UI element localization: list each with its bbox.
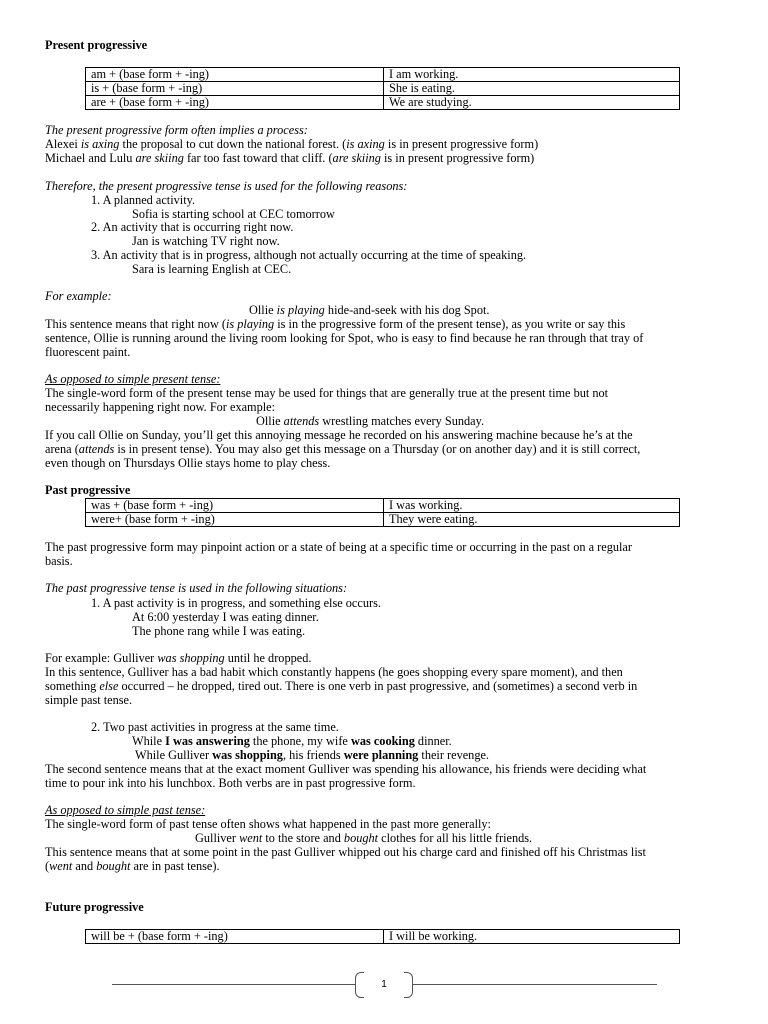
paragraph-line: In this sentence, Gulliver has a bad habit which constantly happens (he goes shopping every spare moment), and then — [45, 665, 623, 679]
page-number: 1 — [381, 979, 387, 990]
table-row: will be + (base form + -ing) I will be working. — [86, 930, 680, 944]
paragraph-line: This sentence means that right now (is playing is in the progressive form of the present tense), as you write or say this — [45, 317, 626, 331]
example-line: Alexei is axing the proposal to cut down the national forest. (is axing is in present progressive form) — [45, 137, 539, 151]
list-example: Jan is watching TV right now. — [132, 234, 280, 248]
list-example: Sofia is starting school at CEC tomorrow — [132, 207, 335, 221]
table-row: was + (base form + -ing) I was working. — [86, 499, 680, 513]
opposed-present-heading: As opposed to simple present tense: — [45, 372, 221, 386]
paragraph-line: necessarily happening right now. For example: — [45, 400, 276, 414]
paragraph-line: fluorescent paint. — [45, 345, 131, 359]
section-heading-past: Past progressive — [45, 483, 131, 497]
present-formula-table — [85, 67, 680, 110]
situations-intro: The past progressive tense is used in the following situations: — [45, 581, 348, 595]
paragraph-line: arena (attends is in present tense). You may also get this message on a Thursday (or on another day) and it is still correct, — [45, 442, 641, 456]
paragraph-line: sentence, Ollie is running around the living room looking for Spot, who is easy to find because he ran through that tray of — [45, 331, 644, 345]
table-row: is + (base form + -ing) She is eating. — [86, 82, 680, 96]
list-example: While Gulliver was shopping, his friends were planning their revenge. — [135, 748, 489, 762]
list-item: 3. An activity that is in progress, although not actually occurring at the time of speaking. — [91, 248, 527, 262]
paragraph-line: time to pour ink into his lunchbox. Both verbs are in past progressive form. — [45, 776, 416, 790]
paragraph-line: The single-word form of the present tense may be used for things that are generally true at the present time but not — [45, 386, 609, 400]
list-item: 2. Two past activities in progress at the same time. — [91, 720, 339, 734]
paragraph-line: This sentence means that at some point in the past Gulliver whipped out his charge card and finished off his Christmas list — [45, 845, 646, 859]
paragraph-line: The past progressive form may pinpoint action or a state of being at a specific time or occurring in the past on a regular — [45, 540, 632, 554]
list-item: 2. An activity that is occurring right now. — [91, 220, 294, 234]
section-heading-present: Present progressive — [45, 38, 148, 52]
example-line: Michael and Lulu are skiing far too fast toward that cliff. (are skiing is in present progressive form) — [45, 151, 535, 165]
list-example: Sara is learning English at CEC. — [132, 262, 292, 276]
paragraph-line: If you call Ollie on Sunday, you’ll get this annoying message he recorded on his answering machine because he’s at the — [45, 428, 633, 442]
paragraph-line: The single-word form of past tense often shows what happened in the past more generally: — [45, 817, 491, 831]
table-row: were+ (base form + -ing) They were eating. — [86, 513, 680, 527]
centered-example: Ollie is playing hide-and-seek with his dog Spot. — [249, 303, 490, 317]
reasons-intro: Therefore, the present progressive tense is used for the following reasons: — [45, 179, 408, 193]
list-item: 1. A past activity is in progress, and something else occurs. — [91, 596, 381, 610]
future-formula-table — [85, 929, 680, 944]
opposed-past-heading: As opposed to simple past tense: — [45, 803, 206, 817]
past-formula-table — [85, 498, 680, 527]
paragraph-line: For example: Gulliver was shopping until he dropped. — [45, 651, 312, 665]
footer-rule-left — [112, 984, 355, 985]
table-row: are + (base form + -ing) We are studying. — [86, 96, 680, 110]
footer-rule-right — [413, 984, 657, 985]
centered-example: Gulliver went to the store and bought clothes for all his little friends. — [195, 831, 533, 845]
list-example: While I was answering the phone, my wife was cooking dinner. — [132, 734, 452, 748]
list-example: The phone rang while I was eating. — [132, 624, 306, 638]
paragraph-line: simple past tense. — [45, 693, 133, 707]
list-item: 1. A planned activity. — [91, 193, 196, 207]
paragraph-line: even though on Thursdays Ollie stays home to play chess. — [45, 456, 331, 470]
footer-bracket-left — [355, 972, 364, 998]
paragraph-line: basis. — [45, 554, 73, 568]
centered-example: Ollie attends wrestling matches every Sunday. — [256, 414, 485, 428]
section-heading-future: Future progressive — [45, 900, 144, 914]
paragraph-line: (went and bought are in past tense). — [45, 859, 220, 873]
process-intro: The present progressive form often implies a process: — [45, 123, 308, 137]
table-row: am + (base form + -ing) I am working. — [86, 68, 680, 82]
paragraph-line: The second sentence means that at the exact moment Gulliver was spending his allowance, his friends were deciding what — [45, 762, 647, 776]
list-example: At 6:00 yesterday I was eating dinner. — [132, 610, 319, 624]
paragraph-line: something else occurred – he dropped, tired out. There is one verb in past progressive, and (sometimes) a second verb in — [45, 679, 638, 693]
for-example-label: For example: — [45, 289, 112, 303]
footer-bracket-right — [404, 972, 413, 998]
